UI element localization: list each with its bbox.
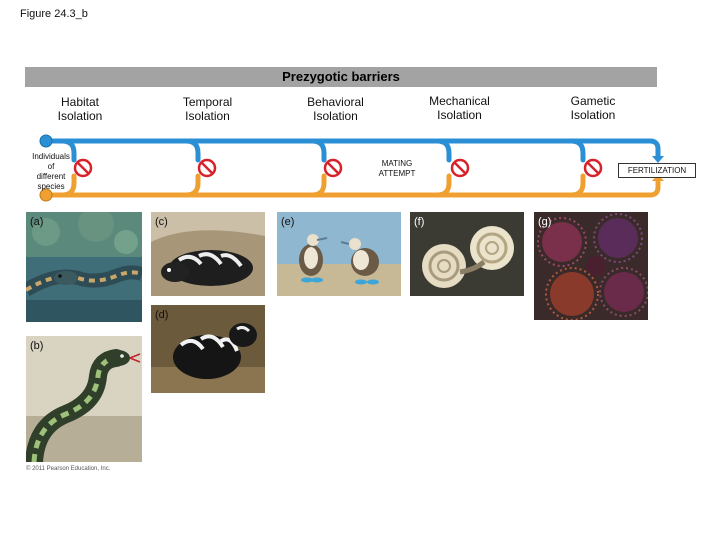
individuals-label: Individuals of different species [32,152,70,191]
photo-spotted-skunk-d [151,305,265,393]
photo-water-snake [26,212,142,322]
barrier-sign-icon [452,160,468,176]
top-start-dot [40,135,52,147]
behavioral-isolation-label: Behavioral Isolation [307,95,364,123]
panel-label-b: (b) [30,340,44,352]
top-line-arrowhead [652,156,664,163]
photo-garter-snake [26,336,142,462]
barrier-sign-icon [585,160,601,176]
mechanical-isolation-label: Mechanical Isolation [429,94,490,122]
banner-title: Prezygotic barriers [282,69,400,84]
panel-label-e: (e) [281,216,295,228]
mating-attempt-label: MATING ATTEMPT [370,159,424,179]
panel-label-c: (c) [155,216,168,228]
temporal-isolation-label: Temporal Isolation [182,95,233,123]
habitat-isolation-label: Habitat Isolation [57,95,103,123]
fertilization-label: FERTILIZATION [618,163,696,178]
photo-snail-shells [410,212,524,296]
barrier-sign-icon [325,160,341,176]
barrier-sign-icon [199,160,215,176]
panel-label-g: (g) [538,216,552,228]
panel-label-f: (f) [414,216,425,228]
barrier-flow-diagram [0,0,720,210]
copyright-notice: © 2011 Pearson Education, Inc. [26,466,111,472]
gametic-isolation-label: Gametic Isolation [570,94,616,122]
top-flow-line [48,141,658,160]
photo-spotted-skunk-c [151,212,265,296]
figure-title: Figure 24.3_b [20,8,88,20]
bottom-flow-line [48,176,658,195]
photo-sea-urchins [534,212,648,320]
panel-label-d: (d) [155,309,169,321]
photo-blue-footed-boobies [277,212,401,296]
panel-label-a: (a) [30,216,44,228]
